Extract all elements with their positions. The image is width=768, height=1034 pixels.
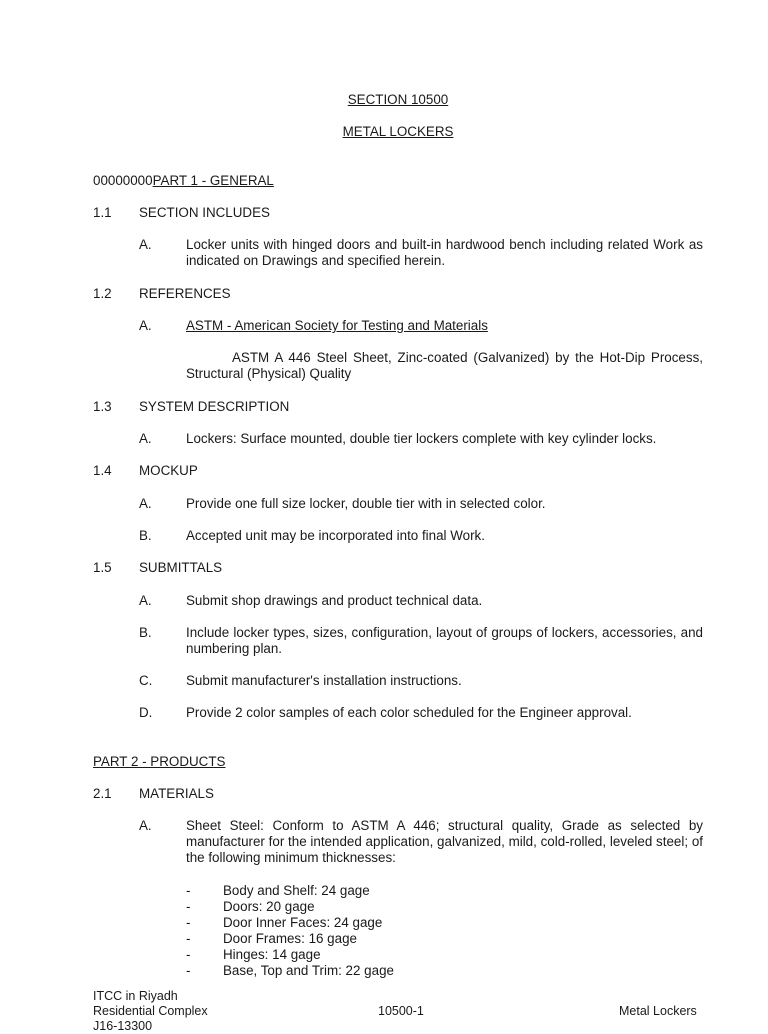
article-title-2-1: MATERIALS xyxy=(139,786,214,801)
item-text: Sheet Steel: Conform to ASTM A 446; structural quality, Grade as selected by manufacturer for the intended application, galvanized, mild, cold-rolled, leveled steel; of the following minimum thicknesses: xyxy=(186,818,703,865)
reference-standard: ASTM A 446 Steel Sheet, Zinc-coated (Galvanized) by the Hot-Dip Process, Structural (Physical) Quality xyxy=(186,350,703,381)
part2-heading: PART 2 - PRODUCTS xyxy=(93,754,226,769)
item-letter: A. xyxy=(139,818,152,833)
article-title-1-4: MOCKUP xyxy=(139,463,198,478)
item-text: Accepted unit may be incorporated into final Work. xyxy=(186,528,485,543)
article-number-2-1: 2.1 xyxy=(93,786,112,801)
item-letter: A. xyxy=(139,431,152,446)
article-number-1-2: 1.2 xyxy=(93,286,112,301)
article-title-1-2: REFERENCES xyxy=(139,286,231,301)
footer-org-line2: Residential Complex xyxy=(93,1004,208,1018)
list-dash: - xyxy=(186,963,191,978)
article-number-1-1: 1.1 xyxy=(93,205,112,220)
list-item: Base, Top and Trim: 22 gage xyxy=(223,963,394,978)
article-title-1-3: SYSTEM DESCRIPTION xyxy=(139,399,290,414)
item-letter: B. xyxy=(139,528,152,543)
item-text: Submit shop drawings and product technical data. xyxy=(186,593,483,608)
item-letter: A. xyxy=(139,237,152,252)
list-item: Hinges: 14 gage xyxy=(223,947,321,962)
article-number-1-5: 1.5 xyxy=(93,560,112,575)
list-item: Doors: 20 gage xyxy=(223,899,315,914)
section-number: SECTION 10500 xyxy=(347,92,449,107)
item-letter: A. xyxy=(139,593,152,608)
item-letter: A. xyxy=(139,318,152,333)
list-dash: - xyxy=(186,899,191,914)
item-text: Locker units with hinged doors and built-in hardwood bench including related Work as indicated on Drawings and specified herein. xyxy=(186,237,703,268)
part1-prefix: 00000000 xyxy=(93,173,153,188)
list-item: Door Frames: 16 gage xyxy=(223,931,357,946)
article-number-1-4: 1.4 xyxy=(93,463,112,478)
item-letter: D. xyxy=(139,705,153,720)
list-dash: - xyxy=(186,883,191,898)
footer-org-line1: ITCC in Riyadh xyxy=(93,989,178,1003)
part1-heading xyxy=(93,173,274,189)
list-dash: - xyxy=(186,915,191,930)
footer-section-title: Metal Lockers xyxy=(619,1004,697,1018)
section-title: METAL LOCKERS xyxy=(342,124,454,139)
list-dash: - xyxy=(186,947,191,962)
article-number-1-3: 1.3 xyxy=(93,399,112,414)
article-title-1-5: SUBMITTALS xyxy=(139,560,223,575)
item-letter: B. xyxy=(139,625,152,640)
list-item: Body and Shelf: 24 gage xyxy=(223,883,370,898)
item-text: Submit manufacturer's installation instructions. xyxy=(186,673,462,688)
item-text: Provide 2 color samples of each color scheduled for the Engineer approval. xyxy=(186,705,632,720)
item-letter: C. xyxy=(139,673,153,688)
item-text: Provide one full size locker, double tier with in selected color. xyxy=(186,496,546,511)
footer-page-number: 10500-1 xyxy=(378,1004,424,1018)
footer-org-line3: J16-13300 xyxy=(93,1019,153,1033)
reference-organization: ASTM - American Society for Testing and Materials xyxy=(186,318,488,333)
item-text: Include locker types, sizes, configuration, layout of groups of lockers, accessories, and numbering plan. xyxy=(186,625,703,656)
part1-title: PART 1 - GENERAL xyxy=(152,173,274,188)
list-dash: - xyxy=(186,931,191,946)
list-item: Door Inner Faces: 24 gage xyxy=(223,915,383,930)
item-text: Lockers: Surface mounted, double tier lockers complete with key cylinder locks. xyxy=(186,431,657,446)
item-letter: A. xyxy=(139,496,152,511)
article-title-1-1: SECTION INCLUDES xyxy=(139,205,270,220)
